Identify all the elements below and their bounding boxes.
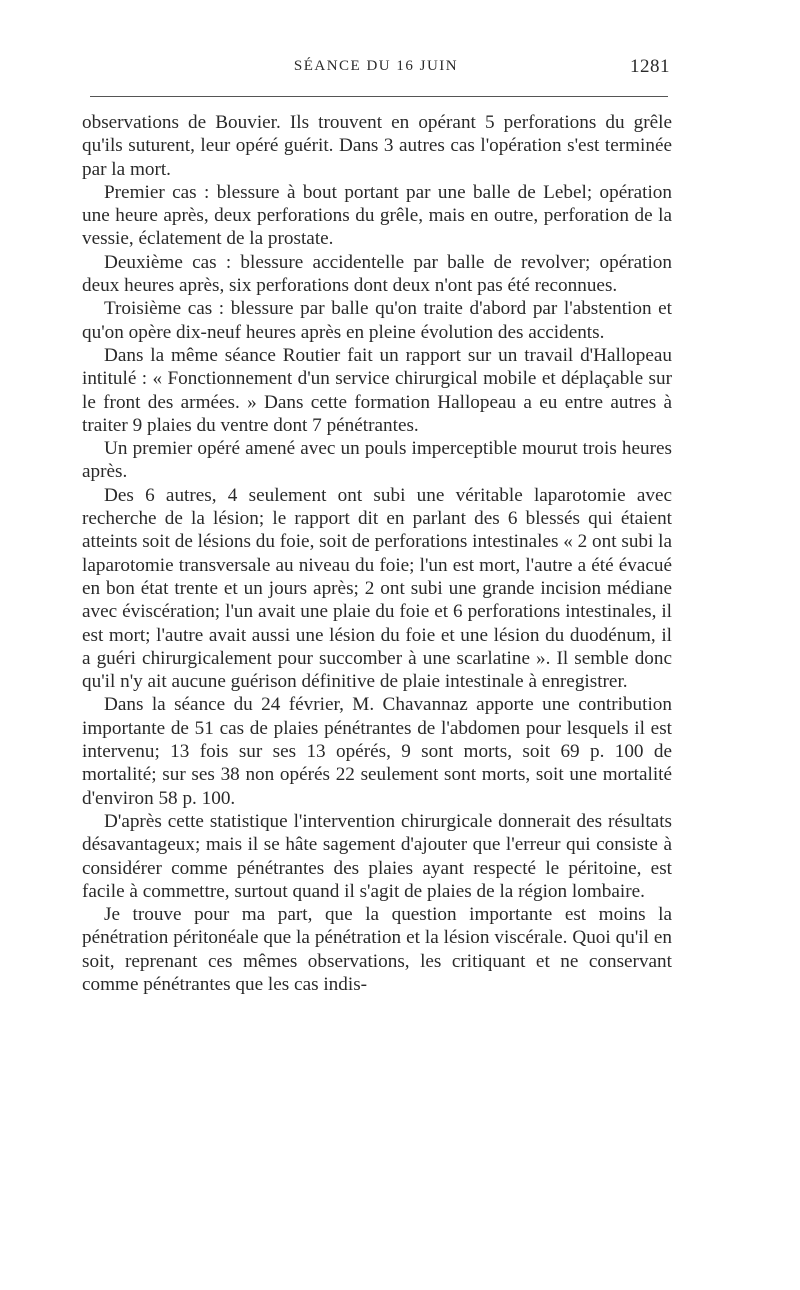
paragraph: Troisième cas : blessure par balle qu'on traite d'abord par l'abstention et qu'on opère dix-neuf heures après en pleine évolution des accidents. [82,298,672,343]
page-number: 1281 [630,56,670,77]
running-head [82,58,670,84]
running-title: SÉANCE DU 16 JUIN [293,58,459,74]
paragraph: D'après cette statistique l'intervention chirurgicale donnerait des résultats désavantageux; mais il se hâte sagement d'ajouter que l'erreur qui consiste à considérer comme pénétrantes des plaies ayant respecté le péritoine, est facile à commettre, surtout quand il s'agit de plaies de la région lombaire. [82,810,672,902]
paragraph: Dans la séance du 24 février, M. Chavannaz apporte une contribution importante de 51 cas de plaies pénétrantes de l'abdomen pour lesquels il est intervenu; 13 fois sur ses 13 opérés, 9 sont morts, soit 69 p. 100 de mortalité; sur ses 38 non opérés 22 seulement sont morts, soit une mortalité d'environ 58 p. 100. [82,694,672,809]
paragraph: Deuxième cas : blessure accidentelle par balle de revolver; opération deux heures après, six perforations dont deux n'ont pas été reconnues. [82,251,672,297]
paragraph: Je trouve pour ma part, que la question importante est moins la pénétration péritonéale que la pénétration et la lésion viscérale. Quoi qu'il en soit, reprenant ces mêmes observations, les critiquant et ne conservant comme pénétrantes que les cas indis- [82,904,672,995]
paragraph: Des 6 autres, 4 seulement ont subi une véritable laparotomie avec recherche de la lésion; le rapport dit en parlant des 6 blessés qui étaient atteints soit de lésions du foie, soit de perforations intestinales « 2 ont subi la laparotomie transversale au niveau du foie; l'un est mort, l'autre a été évacué en bon état trente et un jours après; 2 ont subi une grande incision médiane avec éviscération; l'un avait une plaie du foie et 6 perforations intestinales, il est mort; l'autre avait aussi une lésion du foie et une lésion du duodénum, il a guéri chirurgicalement pour succomber à une scarlatine ». Il semble donc qu'il n'y ait aucune guérison définitive de plaie intestinale à enregistrer. [82,484,672,693]
paragraph: Un premier opéré amené avec un pouls imperceptible mourut trois heures après. [82,438,672,483]
paragraph: Premier cas : blessure à bout portant par une balle de Lebel; opération une heure après, deux perforations du grêle, mais en outre, perforation de la vessie, éclatement de la prostate. [82,181,672,250]
body-text [82,111,672,996]
paragraph: observations de Bouvier. Ils trouvent en opérant 5 perforations du grêle qu'ils suturent, leur opéré guérit. Dans 3 autres cas l'opération s'est terminée par la mort. [82,112,672,180]
paragraph: Dans la même séance Routier fait un rapport sur un travail d'Hallopeau intitulé : « Fonctionnement d'un service chirurgical mobile et déplaçable sur le front des armées. » Dans cette formation Hallopeau a eu entre autres à traiter 9 plaies du ventre dont 7 pénétrantes. [82,344,672,436]
header-rule [90,96,668,97]
